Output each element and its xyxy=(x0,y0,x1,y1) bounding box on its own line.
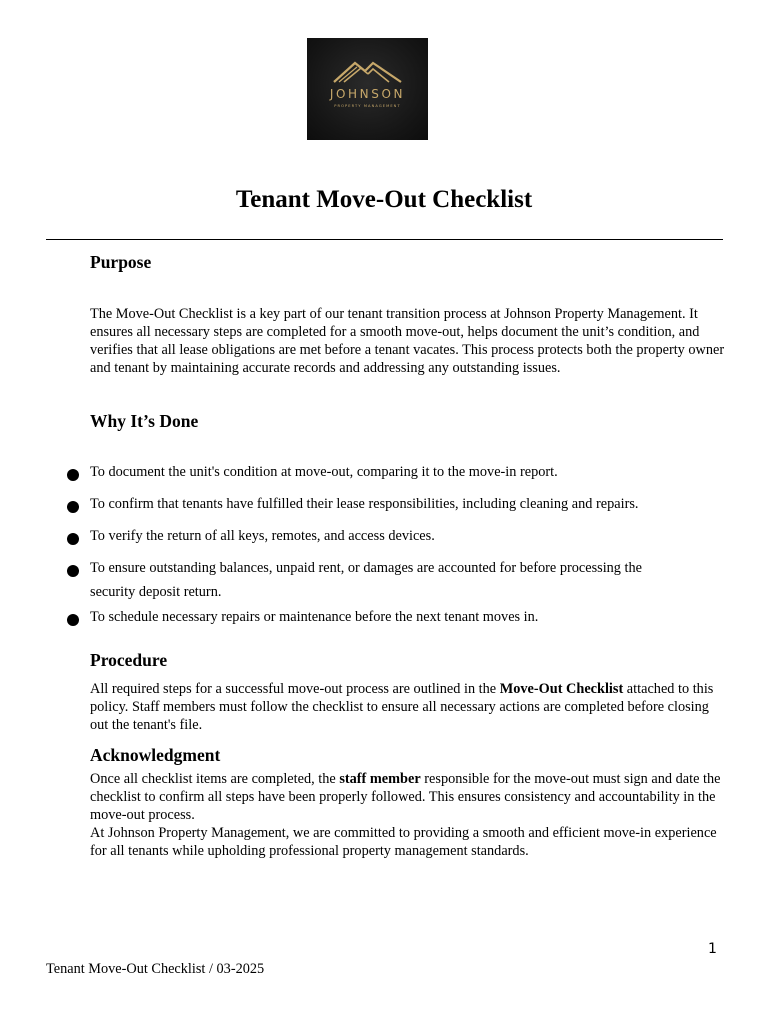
list-item-text: To document the unit's condition at move-out, comparing it to the move-in report. xyxy=(90,464,558,480)
bullet-icon xyxy=(67,565,79,577)
purpose-text: The Move-Out Checklist is a key part of our tenant transition process at Johnson Property Management. It ensures all necessary steps are completed for a smooth move-out, helps document the unit’s condition, and verifies that all lease obligations are met before a tenant vacates. This process protects both the property owner and tenant by maintaining accurate records and addressing any outstanding issues. xyxy=(90,306,725,376)
bullet-icon xyxy=(67,469,79,481)
bullet-icon xyxy=(67,533,79,545)
closing-text: At Johnson Property Management, we are committed to providing a smooth and efficient move-in experience for all tenants while upholding professional property management standards. xyxy=(90,825,717,859)
procedure-text-start: All required steps for a successful move-out process are outlined in the xyxy=(90,681,500,697)
acknowledgment-paragraph xyxy=(90,770,726,860)
page-footer: Tenant Move-Out Checklist / 03-2025 xyxy=(46,961,265,977)
list-item xyxy=(0,608,768,626)
list-item-text: To schedule necessary repairs or maintenance before the next tenant moves in. xyxy=(90,609,539,625)
list-item xyxy=(0,463,768,481)
acknowledgment-heading: Acknowledgment xyxy=(90,745,221,765)
logo-tagline: PROPERTY MANAGEMENT xyxy=(334,104,401,108)
procedure-paragraph xyxy=(90,680,726,734)
list-item xyxy=(0,495,768,513)
list-item xyxy=(0,527,768,545)
acknowledgment-emphasis: staff member xyxy=(339,771,421,787)
purpose-heading: Purpose xyxy=(90,252,152,272)
list-item-text: To ensure outstanding balances, unpaid rent, or damages are accounted for before processing the security deposit return. xyxy=(90,560,643,600)
acknowledgment-text xyxy=(90,770,726,824)
acknowledgment-text-start: Once all checklist items are completed, the xyxy=(90,771,340,787)
bullet-icon xyxy=(67,501,79,513)
list-item xyxy=(0,559,768,600)
document-title: Tenant Move-Out Checklist xyxy=(235,186,533,213)
page-number: 1 xyxy=(708,941,717,957)
why-heading: Why It’s Done xyxy=(90,411,199,431)
mountain-roof-icon xyxy=(331,58,404,84)
procedure-emphasis: Move-Out Checklist xyxy=(499,681,624,697)
bullet-icon xyxy=(67,614,79,626)
procedure-heading: Procedure xyxy=(90,650,168,670)
list-item-text: To verify the return of all keys, remotes, and access devices. xyxy=(90,528,435,544)
procedure-text xyxy=(90,680,726,734)
title-divider xyxy=(46,239,723,240)
list-item-text: To confirm that tenants have fulfilled their lease responsibilities, including cleaning and repairs. xyxy=(90,496,639,512)
company-logo xyxy=(307,38,428,140)
logo-name: JOHNSON xyxy=(329,87,406,101)
acknowledgment-text-end: responsible for the move-out must sign and date the checklist to confirm all steps have been properly followed. This ensures consistency and accountability in the move-out process. xyxy=(90,771,721,823)
procedure-text-end: attached to this policy. Staff members must follow the checklist to ensure all necessary actions are completed before closing out the tenant's file. xyxy=(90,681,714,733)
purpose-paragraph xyxy=(90,305,726,377)
